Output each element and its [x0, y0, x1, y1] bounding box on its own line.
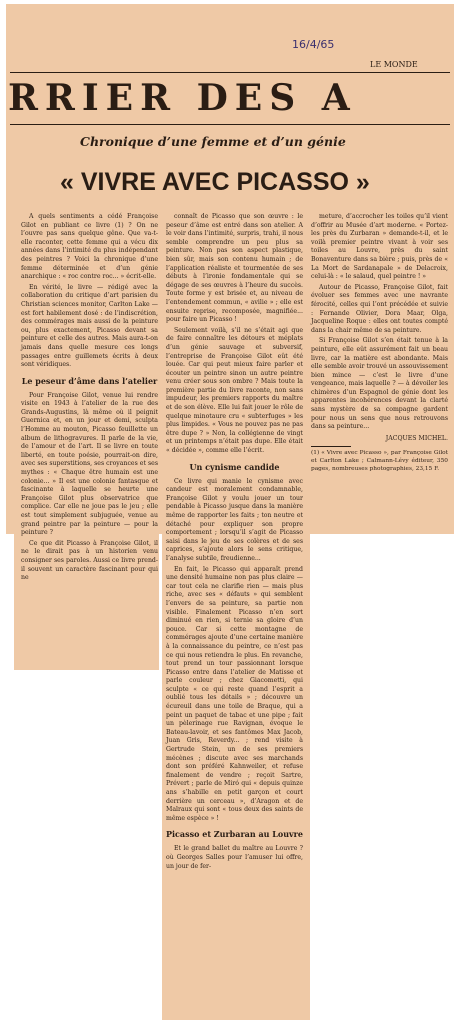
footnote: (1) « Vivre avec Picasso », par Françoise Gilot et Carlton Lake ; Calmann-Lévy éditeur, 350 pages, nombreuses photographies, 23,15 F.: [311, 450, 448, 472]
paragraph: meture, d’accrocher les toiles qu’il vient d’offrir au Musée d’art moderne. « Portez-les près du Zurbaran » demande-t-il, et le voilà premier peintre vivant à voir ses toiles au Louvre, près du saint Bonaventure dans sa bière ; puis, près de « La Mort de Sardanapale » de Delacroix, celui-là : « le salaud, quel peintre ! »: [311, 213, 448, 281]
article-column-2: [166, 213, 303, 873]
publication-name: LE MONDE: [370, 60, 418, 69]
footnote-rule: [311, 446, 351, 447]
paragraph: Pour Françoise Gilot, venue lui rendre visite en 1943 à l’atelier de la rue des Grands-Augustins, là même où il peignit Guernica et, en un jour et demi, sculpta l’Homme au mouton, Picasso feuillette un album de lithogravures. Il parle de la vie, de l’amour et de l’art. Il se livre en toute liberté, en toute poésie, pourrait-on dire, avec ses superstitions, ses croyances et ses mythes : « Chaque être humain est une colonie... » Il est une colonie fantasque et fascinante à laquelle se heurte une Françoise Gilot plus observatrice que complice. Car elle ne joue pas le jeu ; elle est tout simplement subjuguée, venue au grand peintre par la peinture — pour la peinture ?: [21, 391, 158, 537]
headline: « VIVRE AVEC PICASSO »: [60, 168, 370, 196]
paragraph: Ce que dit Picasso à Françoise Gilot, il ne le dirait pas à un historien venu consigner ses paroles. Aussi ce livre prend-il souvent un caractère fascinant pour qui ne: [21, 539, 158, 582]
section-rule: [10, 124, 450, 125]
paragraph: En fait, le Picasso qui apparaît prend une densité humaine non pas plus claire — car tout cela ne clarifie rien — mais plus riche, avec ses « défauts » qui semblent l’envers de sa peinture, sa partie non visible. Finalement Picasso n’en sort diminué en rien, si ternie sa gloire d’un pouce. Car si cette montagne de commérages ajoute d’une certaine manière à la connaissance du peintre, ce n’est pas ce qui nous retiendra le plus. En revanche, tout prend un tour passionnant lorsque Picasso entre dans l’atelier de Matisse et parle couleur ; chez Giacometti, qui sculpte « ce qui reste quand l’esprit a oublié tous les détails » ; découvre un écureuil dans une toile de Braque, qui a peint un paquet de tabac et une pipe ; fait un pèlerinage rue Ravignan, évoque le Bateau-lavoir, et ses fantômes Max Jacob, Juan Gris, Reverdy... ; rend visite à Gertrude Stein, un de ses premiers mécènes ; discute avec ses marchands dont son préféré Kahnweiler, et refuse finalement de vendre ; reçoit Sartre, Prévert ; parle de Miró qui « depuis quinze ans s’habille en petit garçon et court derrière un cerceau », d’Aragon et de Malraux qui sont « tous deux des saints de même espèce » !: [166, 565, 303, 822]
paragraph: A quels sentiments a cédé Françoise Gilot en publiant ce livre (1) ? On ne l’ouvre pas sans quelque gêne. Que va-t-elle raconter, cette femme qui a vécu dix années dans l’intimité du plus indépendant des peintres ? Voici la chronique d’une femme déterminée et d’un génie anarchique : « roc contre roc... » écrit-elle.: [21, 213, 158, 281]
paragraph: Ce livre qui manie le cynisme avec candeur est moralement condamnable, Françoise Gilot y voulu jouer un tour pendable à Picasso jusque dans la manière même de rapporter les faits ; ton neutre et détaché pour expliquer son propre comportement ; lorsqu’il s’agit de Picasso saisi dans le jeu de ses colères et de ses caprices, s’ajoute alors le sens critique, l’analyse subtile, freudienne...: [166, 477, 303, 562]
article-column-1: [21, 213, 158, 585]
paragraph: En vérité, le livre — rédigé avec la collaboration du critique d’art parisien du Christian sciences monitor, Carlton Lake — est fort habilement dosé : de l’indiscrétion, des commérages mais aussi de la peinture ou, plus exactement, Picasso devant sa peinture et celle des autres. Mais aura-t-on jamais dans quelle mesure ces longs passages entre guillemets écrits à deux sont véridiques.: [21, 283, 158, 369]
paragraph: Et le grand ballet du maître au Louvre ? où Georges Salles pour l’amuser lui offre, un jour de fer-: [166, 845, 303, 870]
chronicle-title: Chronique d’une femme et d’un génie: [80, 134, 346, 149]
paragraph: Seulement voilà, s’il ne s’était agi que de faire connaître les détours et méplats d’un génie sauvage et subversif, l’entreprise de Françoise Gilot eût été louée. Car qui peut mieux faire parler et écouter un peintre sinon un autre peintre venu créer sous son ombre ? Mais toute la première partie du livre raconte, non sans impudeur, les premiers rapports du maître et de son élève. Elle lui fait jouer le rôle de quelque minotaure cru « subterfuges » les plus limpides. « Vous ne pouvez pas ne pas être dupe ? » Non, la collégienne de vingt et un printemps n’était pas dupe. Elle était « décidée », comme elle l’écrit.: [166, 326, 303, 455]
author-signature: JACQUES MICHEL.: [385, 434, 448, 442]
paragraph: Autour de Picasso, Françoise Gilot, fait évoluer ses femmes avec une navrante férocité, celles qui l’ont précédée et suivie : Fernande Olivier, Dora Maar, Olga, Jacqueline Roque : elles ont toutes compté dans la chair même de sa peinture.: [311, 283, 448, 334]
top-rule: [10, 72, 450, 73]
subheading: Picasso et Zurbaran au Louvre: [166, 829, 303, 840]
paragraph: Si Françoise Gilot s’en était tenue à la peinture, elle eût assurément fait un beau livre, car la matière est abondante. Mais elle semble avoir trouvé un assouvissement bien mince — c’est le livre d’une vengeance, mais laquelle ? — à dévoiler les chimères d’un Espagnol de génie dont les apparentes incohérences devant la clarté sans mystère de sa compagne gardent pour nous un sens que nous retrouvons dans sa peinture...: [311, 337, 448, 431]
article-column-3: [311, 213, 448, 473]
paragraph: connaît de Picasso que son œuvre : le peseur d’âme est entré dans son atelier. A le voir dans l’intimité, surpris, trahi, il nous semble comprendre un peu plus sa peinture. Non pas son aspect plastique, bien sûr, mais son contenu humain ; de l’application réaliste et tourmentée de ses débuts à l’ironie fondamentale qui se dégage de ses œuvres à l’heure du succès. Toute forme y est brisée et, au niveau de l’entendement commun, « avilie » ; elle est ensuite reprise, recomposée, magnifiée... pour faire un Picasso !: [166, 213, 303, 324]
subheading: Un cynisme candide: [189, 461, 280, 472]
subheading: Le peseur d’âme dans l’atelier: [21, 375, 158, 386]
section-title: RRIER DES A: [8, 77, 357, 119]
handwritten-date: 16/4/65: [292, 38, 335, 51]
